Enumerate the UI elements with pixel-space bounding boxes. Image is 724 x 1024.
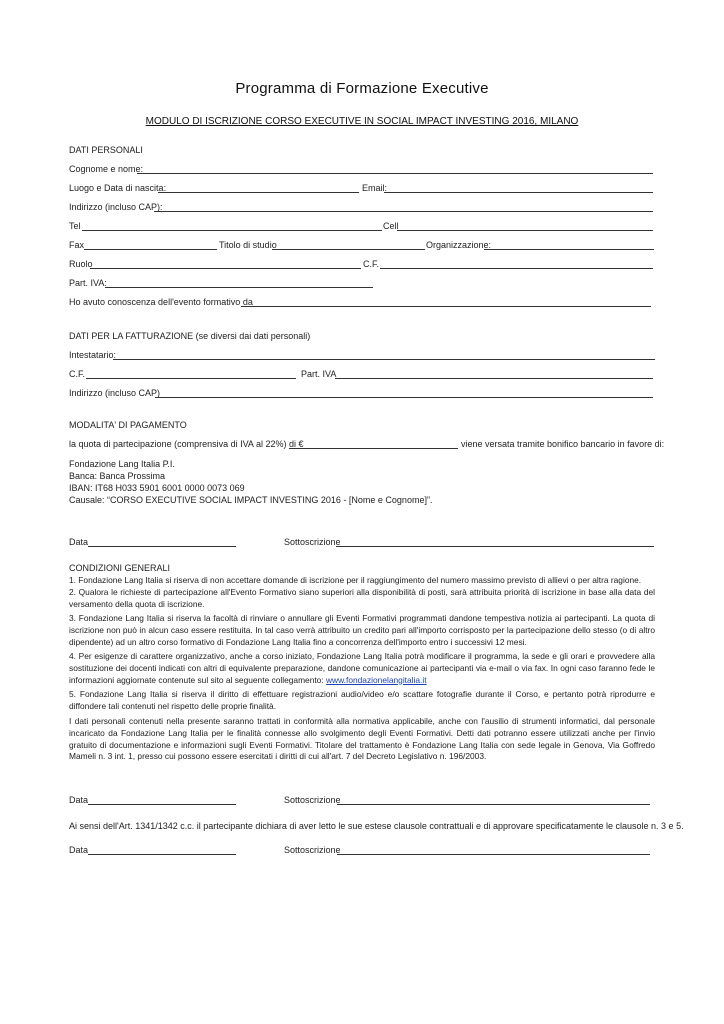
date-label-2: Data <box>69 795 89 805</box>
signature-field[interactable] <box>336 546 654 547</box>
conditions-heading: CONDIZIONI GENERALI <box>69 563 171 573</box>
payment-heading: MODALITA' DI PAGAMENTO <box>69 420 187 430</box>
date-field[interactable] <box>88 546 236 547</box>
date-label: Data <box>69 537 89 547</box>
fax-field[interactable] <box>84 249 217 250</box>
role-label: Ruolo <box>69 259 93 269</box>
form-subtitle: MODULO DI ISCRIZIONE CORSO EXECUTIVE IN SOCIAL IMPACT INVESTING 2016, MILANO <box>145 116 579 127</box>
surname-name-field[interactable] <box>137 173 653 174</box>
tel-field[interactable] <box>82 230 382 231</box>
holder-label: Intestatario: <box>69 350 117 360</box>
address-label: Indirizzo (incluso CAP): <box>69 202 163 212</box>
birth-place-date-label: Luogo e Data di nascita: <box>69 183 167 193</box>
beneficiary-text: Fondazione Lang Italia P.I. <box>69 459 175 469</box>
personal-data-heading: DATI PERSONALI <box>69 145 143 155</box>
organization-field[interactable] <box>484 249 654 250</box>
condition-3: 3. Fondazione Lang Italia si riserva la facoltà di rinviare o annullare gli Eventi Formativi programmati dandone tempestiva notizia ai partecipanti. La quota di iscrizione non può in alcun caso essere restituita. In tal caso verrà attribuito un credito pari all'importo corrisposto per la partecipazione dello stesso (o di altro dipendente) ad un altro corso formativo di Fondazione Lang Italia fino a concorrenza dell'importo entro i successivi 12 mesi. <box>69 613 655 647</box>
source-label: Ho avuto conoscenza dell'evento formativo da <box>69 297 253 307</box>
condition-2: 2. Qualora le richieste di partecipazione all'Evento Formativo siano superiori alla disponibilità di posti, sarà attribuita priorità di iscrizione in base alla data del versamento della quota di iscrizione. <box>69 587 655 609</box>
condition-1: 1. Fondazione Lang Italia si riserva di non accettare domande di iscrizione per il raggiungimento del numero massimo previsto di allievi o per altra ragione. <box>69 575 642 585</box>
tel-label: Tel <box>69 221 81 231</box>
source-field[interactable] <box>241 306 651 307</box>
role-field[interactable] <box>90 268 361 269</box>
page-title: Programma di Formazione Executive <box>235 80 489 97</box>
vat-label: Part. IVA: <box>69 278 107 288</box>
cell-field[interactable] <box>397 230 653 231</box>
fax-label: Fax <box>69 240 85 250</box>
condition-4 <box>69 651 655 686</box>
privacy-notice: I dati personali contenuti nella presente saranno trattati in conformità alla normativa applicabile, anche con l'ausilio di strumenti informatici, dal personale incaricato da Fondazione Lang Italia per le finalità connesse allo svolgimento degli Eventi Formativi. Detti dati potranno essere utilizzati anche per l'invio gratuito di documentazione e informazioni sugli Eventi Formativi. Titolare del trattamento è Fondazione Lang Italia con sede legale in Genova, Via Goffredo Mameli n. 3 int. 1, presso cui possono essere esercitati i diritti di cui all'art. 7 del Decreto Legislativo n. 196/2003. <box>69 716 655 762</box>
billing-cf-label: C.F. <box>69 369 86 379</box>
billing-vat-label: Part. IVA <box>301 369 337 379</box>
cf-label: C.F. <box>363 259 380 269</box>
date-label-3: Data <box>69 845 89 855</box>
bank-text: Banca: Banca Prossima <box>69 471 166 481</box>
signature-field-3[interactable] <box>337 854 650 855</box>
address-field[interactable] <box>154 211 653 212</box>
date-field-3[interactable] <box>88 854 236 855</box>
holder-field[interactable] <box>113 359 655 360</box>
clauses-approval-text: Ai sensi dell'Art. 1341/1342 c.c. il partecipante dichiara di aver letto le sue estese clausole contrattuali e di approvare specificatamente le clausole n. 3 e 5. <box>69 821 684 831</box>
date-field-2[interactable] <box>88 804 236 805</box>
email-label: Email: <box>362 183 388 193</box>
website-link[interactable]: www.fondazionelangitalia.it <box>326 674 427 685</box>
billing-heading: DATI PER LA FATTURAZIONE (se diversi dai dati personali) <box>69 331 311 341</box>
cf-field[interactable] <box>380 268 653 269</box>
education-label: Titolo di studio <box>219 240 277 250</box>
iban-text: IBAN: IT68 H033 5901 6001 0000 0073 069 <box>69 483 245 493</box>
fee-prefix-text: la quota di partecipazione (comprensiva di IVA al 22%) di € <box>69 439 304 449</box>
fee-suffix-text: viene versata tramite bonifico bancario in favore di: <box>461 439 665 449</box>
organization-label: Organizzazione: <box>426 240 492 250</box>
billing-address-label: Indirizzo (incluso CAP) <box>69 388 161 398</box>
signature-label-3: Sottoscrizione <box>284 845 341 855</box>
causal-text: Causale: “CORSO EXECUTIVE SOCIAL IMPACT INVESTING 2016 - [Nome e Cognome]”. <box>69 495 433 505</box>
signature-field-2[interactable] <box>337 804 650 805</box>
education-field[interactable] <box>272 249 425 250</box>
email-field[interactable] <box>384 192 653 193</box>
billing-address-field[interactable] <box>155 397 653 398</box>
cell-label: Cell <box>383 221 399 231</box>
condition-5: 5. Fondazione Lang Italia si riserva il diritto di effettuare registrazioni audio/video e/o scattare fotografie durante il Corso, e pertanto potrà riprodurre e diffondere tali contenuti nel rispetto delle proprie finalità. <box>69 689 655 711</box>
signature-label-2: Sottoscrizione <box>284 795 341 805</box>
birth-place-date-field[interactable] <box>158 192 359 193</box>
condition-4-text: 4. Per esigenze di carattere organizzativo, anche a corso iniziato, Fondazione Lang Italia potrà modificare il programma, la sede e gli orari e provvedere alla sostituzione dei docenti indicati con altri di equivalente preparazione, dandone comunicazione ai partecipanti via e-mail o via fax. In ogni caso faranno fede le informazioni aggiornate contenute sul sito al seguente collegamento: <box>69 651 655 685</box>
signature-label: Sottoscrizione <box>284 537 341 547</box>
billing-vat-field[interactable] <box>335 378 653 379</box>
surname-name-label: Cognome e nome: <box>69 164 144 174</box>
vat-field[interactable] <box>105 287 373 288</box>
billing-cf-field[interactable] <box>86 378 296 379</box>
fee-amount-field[interactable] <box>289 448 458 449</box>
